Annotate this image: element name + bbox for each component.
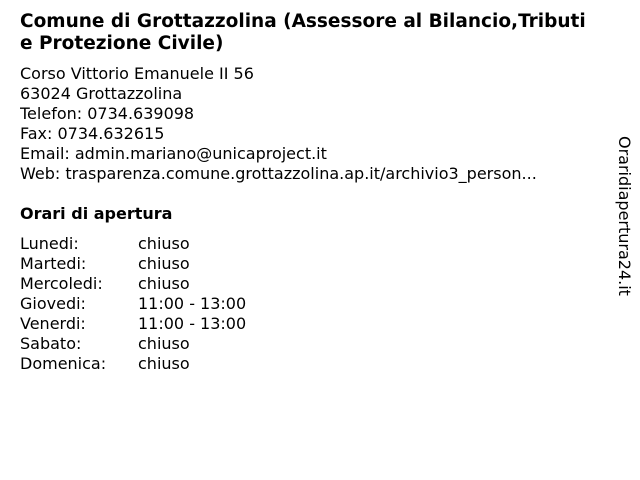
opening-hours-heading: Orari di apertura — [20, 204, 173, 223]
phone-line: Telefon: 0734.639098 — [20, 104, 195, 123]
day-label: Domenica: — [20, 354, 107, 373]
day-label: Venerdi: — [20, 314, 86, 333]
email-line: Email: admin.mariano@unicaproject.it — [20, 144, 327, 163]
day-label: Martedi: — [20, 254, 87, 273]
address-line: Corso Vittorio Emanuele II 56 — [20, 64, 254, 83]
day-hours: chiuso — [138, 334, 190, 353]
day-hours: chiuso — [138, 354, 190, 373]
hours-row-thursday — [20, 294, 246, 314]
page-title: Comune di Grottazzolina (Assessore al Bilancio,Tributi e Protezione Civile) — [20, 11, 586, 54]
hours-row-saturday — [20, 334, 246, 354]
web-line: Web: trasparenza.comune.grottazzolina.ap.it/archivio3_person... — [20, 164, 537, 183]
hours-row-sunday — [20, 354, 246, 374]
hours-row-monday — [20, 234, 246, 254]
day-hours: 11:00 - 13:00 — [138, 314, 247, 333]
city-line: 63024 Grottazzolina — [20, 84, 183, 103]
day-hours: 11:00 - 13:00 — [138, 294, 247, 313]
day-hours: chiuso — [138, 254, 190, 273]
day-label: Giovedi: — [20, 294, 86, 313]
day-label: Mercoledi: — [20, 274, 103, 293]
day-label: Lunedi: — [20, 234, 79, 253]
site-brand-vertical: Oraridiapertura24.it — [615, 136, 634, 296]
opening-hours-table — [20, 234, 246, 374]
day-label: Sabato: — [20, 334, 82, 353]
hours-row-tuesday — [20, 254, 246, 274]
hours-row-friday — [20, 314, 246, 334]
fax-line: Fax: 0734.632615 — [20, 124, 165, 143]
day-hours: chiuso — [138, 234, 190, 253]
hours-row-wednesday — [20, 274, 246, 294]
contact-block — [20, 64, 600, 184]
day-hours: chiuso — [138, 274, 190, 293]
